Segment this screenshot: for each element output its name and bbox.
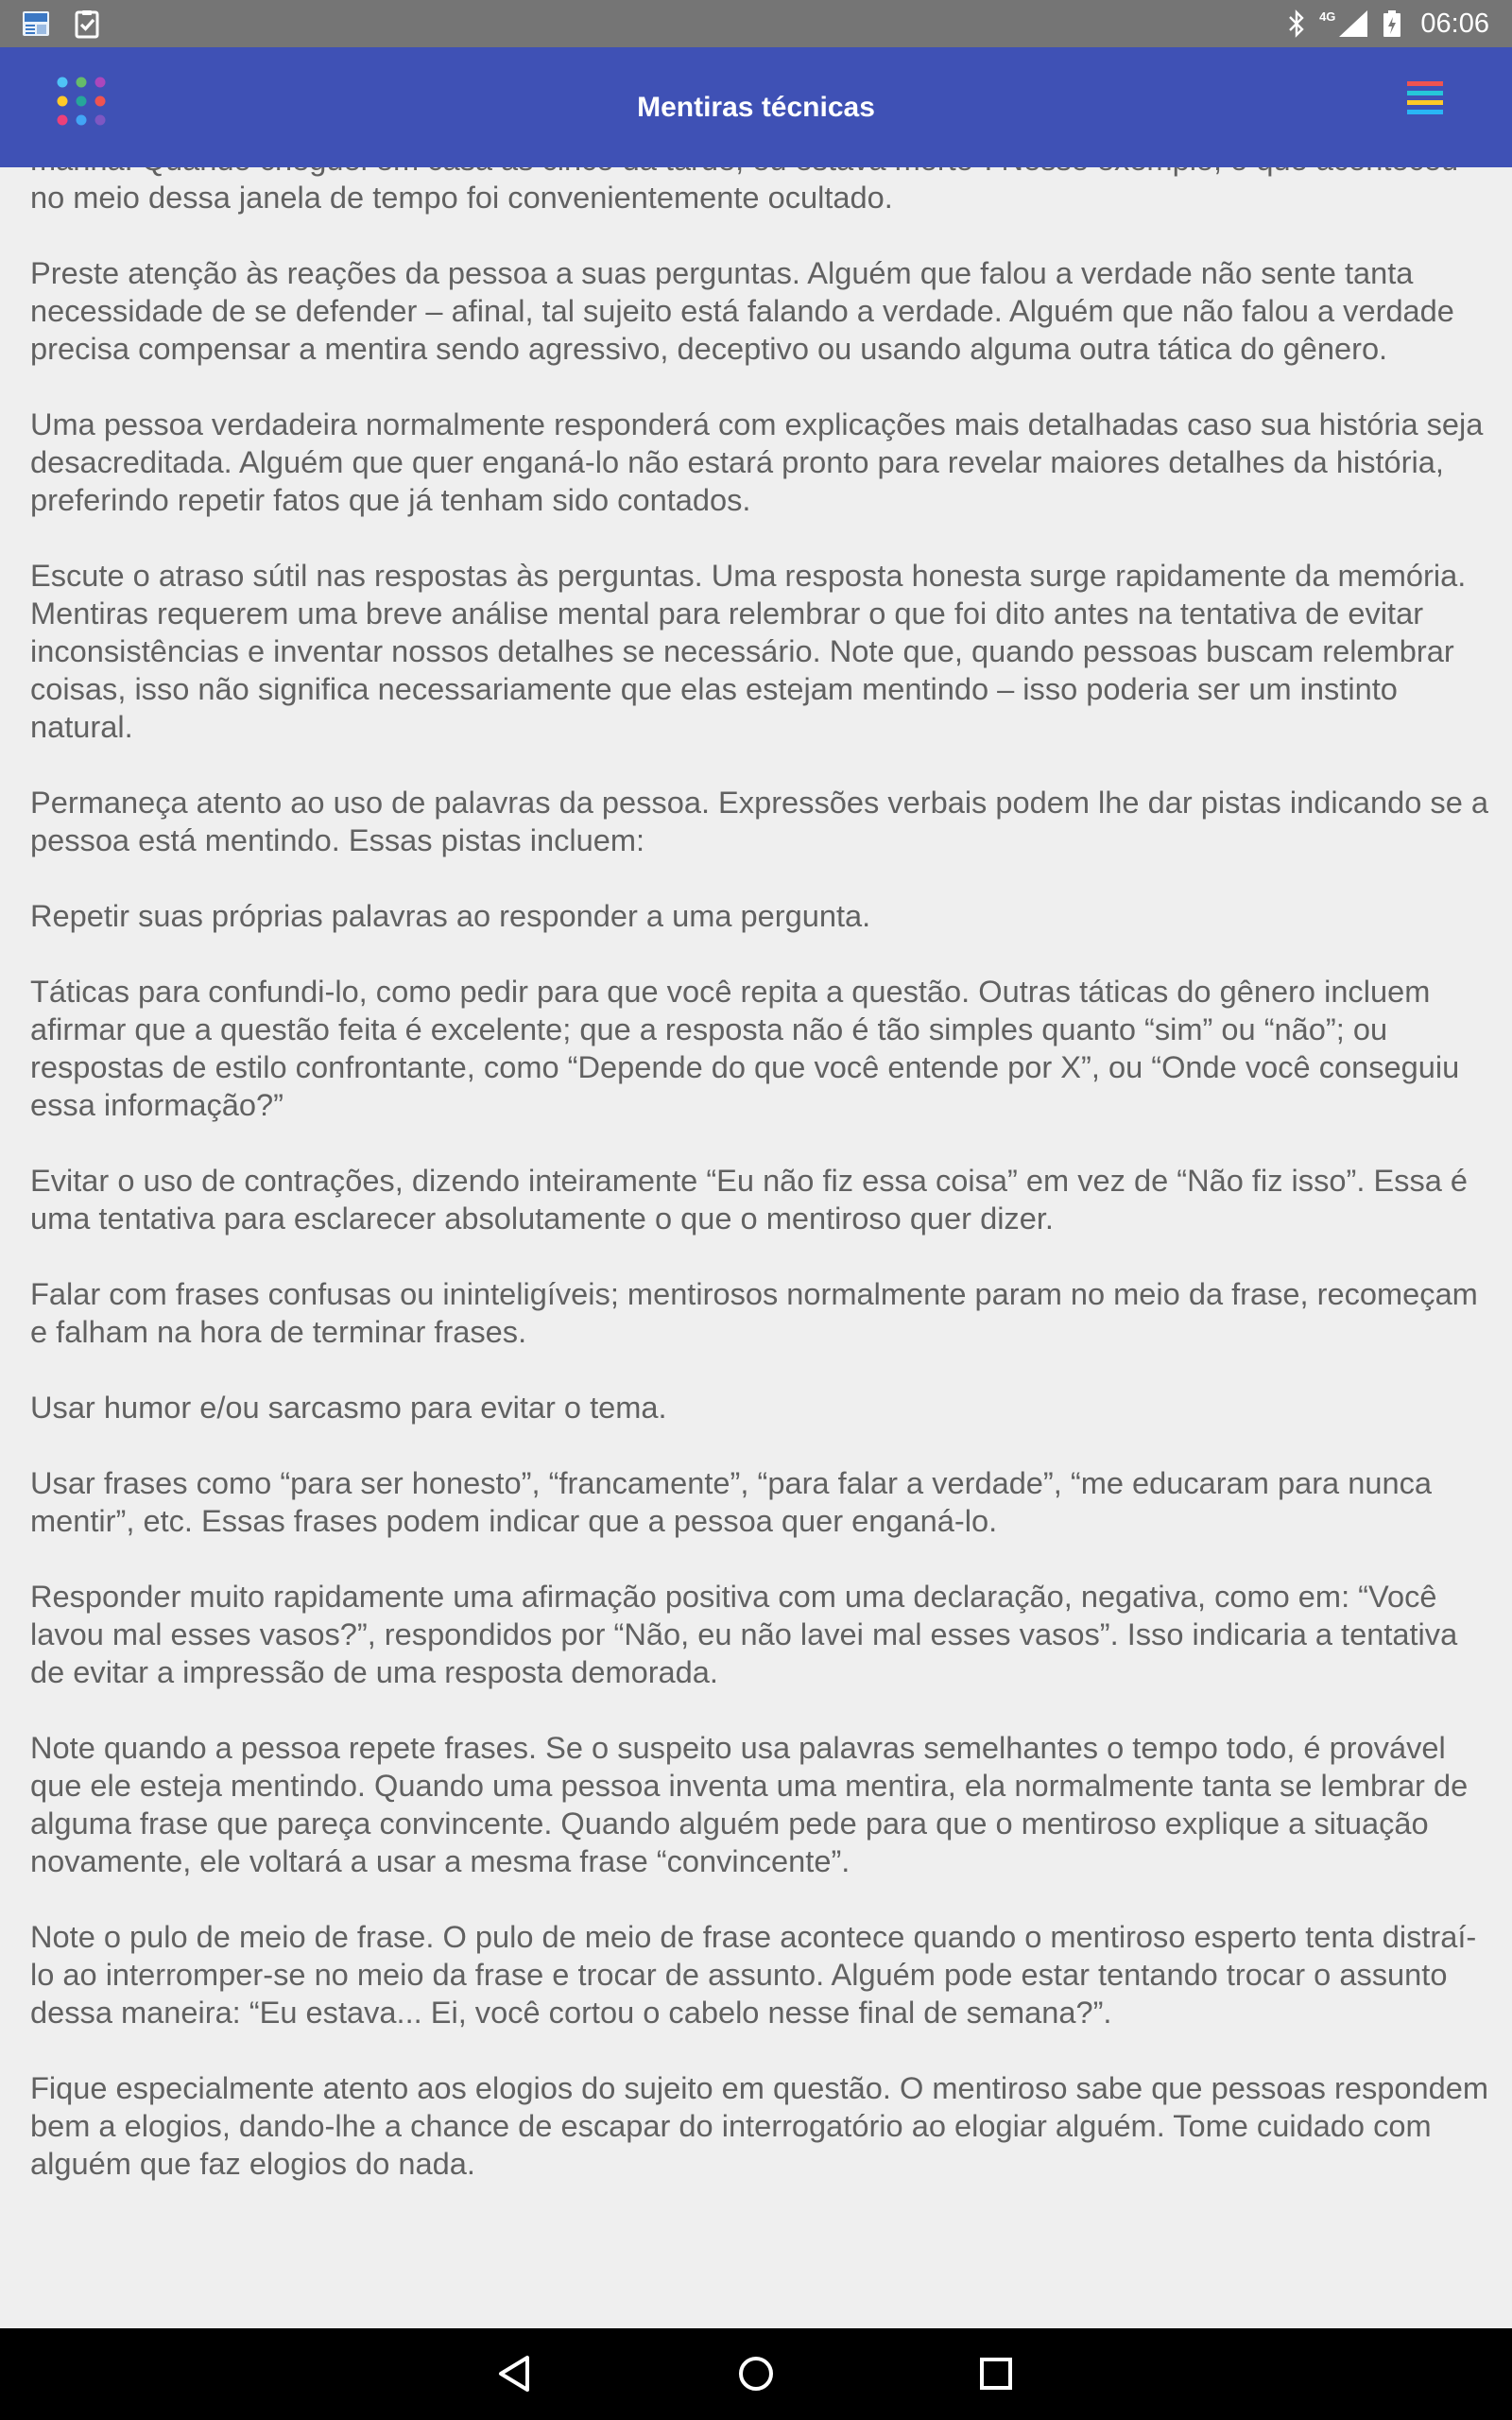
article-paragraph: Note quando a pessoa repete frases. Se o suspeito usa palavras semelhantes o tempo todo, é provável que ele esteja mentindo. Quando uma pessoa inventa uma mentira, ela normalmente tanta se lembrar de alguma frase que pareça convincente. Quando alguém pede para que o mentiroso explique a situação novamente, ele voltará a usar a mesma frase “convincente”. (30, 1730, 1469, 1878)
article-paragraph: Repetir suas próprias palavras ao responder a uma pergunta. (30, 898, 871, 933)
news-icon (21, 9, 51, 39)
article-paragraph: Escute o atraso sútil nas respostas às perguntas. Uma resposta honesta surge rapidamente da memória. Mentiras requerem uma breve análise mental para relembrar o que foi dito antes na tentativa de evitar inconsistências e inventar nossos detalhes se necessário. Note que, quando pessoas buscam relembrar coisas, isso não significa necessariamente que elas estejam mentindo – isso poderia ser um instinto natural. (30, 558, 1467, 744)
article-paragraph: Usar humor e/ou sarcasmo para evitar o tema. (30, 1390, 667, 1425)
navigation-bar (0, 2328, 1512, 2420)
notification-icons (21, 9, 102, 39)
article-paragraph: Táticas para confundi-lo, como pedir para que você repita a questão. Outras táticas do gênero incluem afirmar que a questão feita é excelente; que a resposta não é tão simples quanto “sim” ou “não”; ou respostas de estilo confrontante, como “Depende do que você entende por X”, ou “Onde você conseguiu essa informação?” (30, 974, 1460, 1122)
app-bar (0, 47, 1512, 167)
article-paragraph: Preste atenção às reações da pessoa a suas perguntas. Alguém que falou a verdade não sente tanta necessidade de se defender – afinal, tal sujeito está falando a verdade. Alguém que não falou a verdade precisa compensar a mentira sendo agressivo, deceptivo ou usando alguma outra tática do gênero. (30, 255, 1454, 366)
colored-menu-icon[interactable] (1400, 70, 1448, 127)
signal-icon (1337, 9, 1369, 38)
article-paragraph: Usar frases como “para ser honesto”, “francamente”, “para falar a verdade”, “me educaram para nunca mentir”, etc. Essas frases podem indicar que a pessoa quer enganá-lo. (30, 1465, 1432, 1538)
article-paragraph: Responder muito rapidamente uma afirmação positiva com uma declaração, negativa, como em: “Você lavou mal esses vasos?”, respondidos por “Não, eu não lavei mal esses vasos”. Isso indicaria a tentativa de evitar a impressão de uma resposta demorada. (30, 1579, 1458, 1689)
article-paragraph: Fique especialmente atento aos elogios do sujeito em questão. O mentiroso sabe que pessoas respondem bem a elogios, dando-lhe a chance de escapar do interrogatório ao elogiar alguém. Tome cuidado com alguém que faz elogios do nada. (30, 2070, 1488, 2181)
article-paragraph: no meio dessa janela de tempo foi convenientemente ocultado. (30, 180, 893, 215)
home-icon[interactable] (731, 2349, 781, 2398)
bluetooth-icon (1287, 9, 1306, 38)
article-paragraph: Note o pulo de meio de frase. O pulo de meio de frase acontece quando o mentiroso esperto tenta distraí-lo ao interromper-se no meio da frase e trocar de assunto. Alguém pode estar tentando trocar o assunto dessa maneira: “Eu estava... Ei, você cortou o cabelo nesse final de semana?”. (30, 1919, 1477, 2030)
status-bar (0, 0, 1512, 47)
back-icon[interactable] (491, 2349, 541, 2398)
battery-icon (1383, 9, 1401, 38)
recents-icon[interactable] (971, 2349, 1021, 2398)
article-body (30, 141, 1490, 2221)
clock: 06:06 (1420, 8, 1489, 39)
article-paragraph: Evitar o uso de contrações, dizendo inteiramente “Eu não fiz essa coisa” em vez de “Não fiz isso”. Essa é uma tentativa para esclarecer absolutamente o que o mentiroso quer dizer. (30, 1163, 1469, 1236)
article-paragraph: Permaneça atento ao uso de palavras da pessoa. Expressões verbais podem lhe dar pistas indicando se a pessoa está mentindo. Essas pistas incluem: (30, 785, 1488, 857)
page-title: Mentiras técnicas (637, 91, 875, 123)
article-paragraph: Uma pessoa verdadeira normalmente responderá com explicações mais detalhadas caso sua história seja desacreditada. Alguém que quer enganá-lo não estará pronto para revelar maiores detalhes da história, preferindo repetir fatos que já tenham sido contados. (30, 406, 1484, 517)
network-type-label: 4G (1319, 9, 1336, 24)
article-paragraph: Falar com frases confusas ou ininteligíveis; mentirosos normalmente param no meio da frase, recomeçam e falham na hora de terminar frases. (30, 1276, 1478, 1349)
clipboard-check-icon (72, 9, 102, 39)
article-scroll-area[interactable] (0, 167, 1512, 2328)
system-indicators (1287, 0, 1489, 47)
